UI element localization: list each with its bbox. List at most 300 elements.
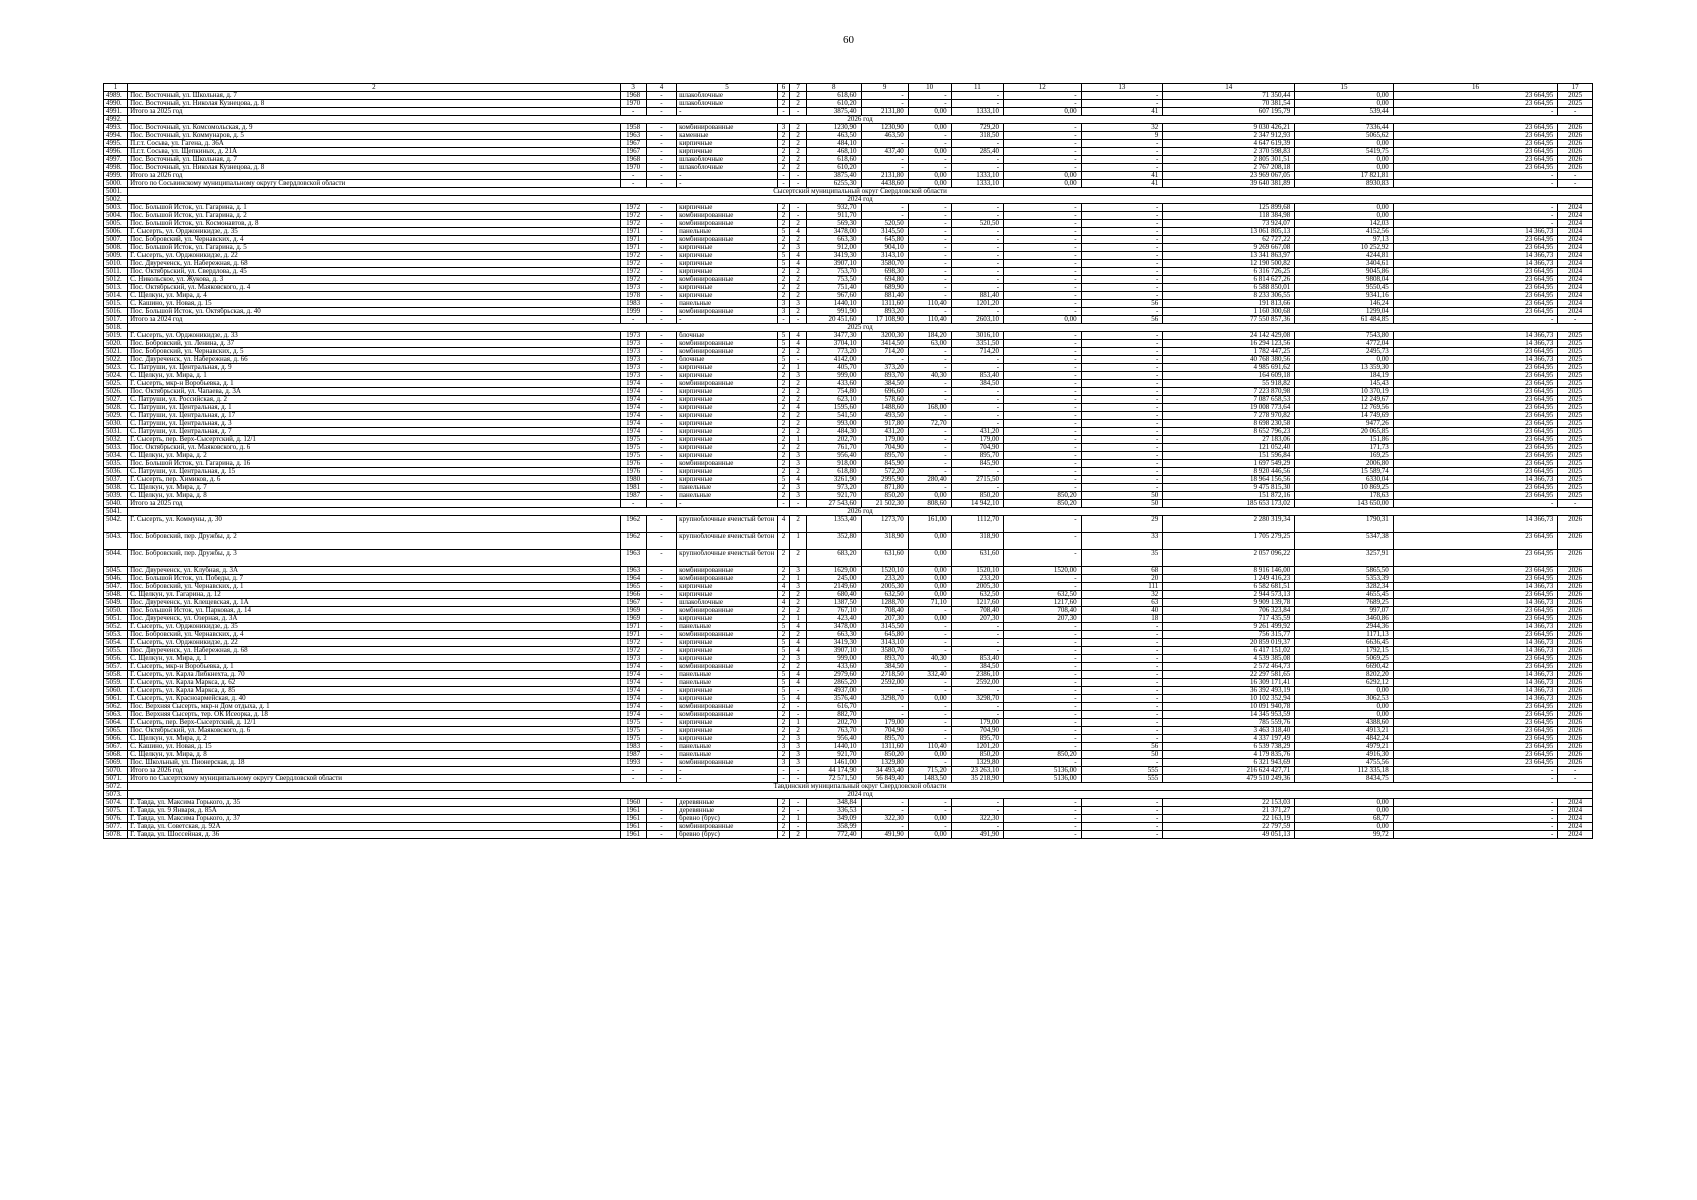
table-cell: 8930,83 (1295, 180, 1393, 188)
table-cell: 3907,10 (807, 260, 861, 268)
table-cell: 2026 (1558, 575, 1593, 583)
table-cell: 9 261 499,92 (1163, 623, 1295, 631)
address-cell: Пос. Большой Исток, ул. Победы, д. 7 (128, 575, 620, 583)
address-cell: С. Патруши, ул. Центральная, д. 7 (128, 428, 620, 436)
table-cell: 2 (790, 348, 807, 356)
table-cell: - (646, 703, 676, 711)
table-cell: 1973 (620, 348, 646, 356)
table-cell: 7 087 658,53 (1163, 396, 1295, 404)
address-cell: Пос. Бобровский, пер. Дружбы, д. 2 (128, 533, 620, 550)
row-number: 5035. (104, 460, 128, 468)
table-cell: 17 821,81 (1295, 172, 1393, 180)
table-cell: 1 782 447,25 (1163, 348, 1295, 356)
table-row (104, 703, 1593, 711)
table-cell: - (646, 156, 676, 164)
table-cell: 1969 (620, 607, 646, 615)
table-cell: 112 335,18 (1295, 767, 1393, 775)
table-cell: 618,60 (807, 92, 861, 100)
table-cell: 850,20 (951, 492, 1003, 500)
table-cell: - (1081, 727, 1163, 735)
table-cell: 3576,40 (807, 695, 861, 703)
table-cell: 77 550 857,36 (1163, 316, 1295, 324)
table-cell: 6292,12 (1295, 679, 1393, 687)
table-cell: - (1004, 300, 1082, 308)
table-cell: 71 350,44 (1163, 92, 1295, 100)
table-cell: - (646, 420, 676, 428)
table-cell: 853,40 (951, 372, 1003, 380)
table-cell: 6 316 726,25 (1163, 268, 1295, 276)
table-cell: - (951, 623, 1003, 631)
address-cell: Пос. Восточный, ул. Николая Кузнецова, д. 8 (128, 164, 620, 172)
table-cell: - (1081, 212, 1163, 220)
table-cell: панельные (677, 228, 778, 236)
table-cell: - (1081, 236, 1163, 244)
table-cell: 14 366,73 (1393, 332, 1558, 340)
address-cell: Итого за 2025 год (128, 500, 620, 508)
table-cell: 184,19 (1295, 372, 1393, 380)
table-cell: - (1004, 631, 1082, 639)
table-cell: 1972 (620, 212, 646, 220)
table-cell: 7336,44 (1295, 124, 1393, 132)
table-cell: 245,00 (807, 575, 861, 583)
row-number: 5041. (104, 508, 128, 516)
table-cell: 4438,60 (861, 180, 908, 188)
table-cell: 2 (790, 164, 807, 172)
table-cell: 358,99 (807, 823, 861, 831)
table-cell: 631,60 (861, 550, 908, 567)
table-cell: 1963 (620, 567, 646, 575)
table-cell: 405,70 (807, 364, 861, 372)
table-cell: - (1081, 388, 1163, 396)
table-cell: 2024 (1558, 308, 1593, 316)
table-cell: - (1004, 100, 1082, 108)
table-cell: 1975 (620, 452, 646, 460)
table-cell: - (1004, 148, 1082, 156)
table-cell: 2 (777, 404, 790, 412)
table-cell: 71,10 (908, 599, 951, 607)
table-cell: 1967 (620, 599, 646, 607)
table-cell: 4 (790, 252, 807, 260)
table-cell: - (951, 268, 1003, 276)
table-cell: - (908, 484, 951, 492)
table-cell: - (951, 252, 1003, 260)
table-cell: комбинированные (677, 236, 778, 244)
table-row (104, 364, 1593, 372)
table-cell: 850,20 (861, 751, 908, 759)
table-cell: 63,00 (908, 340, 951, 348)
table-cell: 433,60 (807, 380, 861, 388)
table-row (104, 743, 1593, 751)
table-cell: 0,00 (908, 124, 951, 132)
table-cell: 14 366,73 (1393, 340, 1558, 348)
table-row (104, 476, 1593, 484)
table-cell: 698,30 (861, 268, 908, 276)
table-cell: 3 (790, 372, 807, 380)
table-cell: 1201,20 (951, 743, 1003, 751)
table-cell: 1329,80 (861, 759, 908, 767)
row-number: 5044. (104, 550, 128, 567)
table-cell: 893,20 (861, 308, 908, 316)
table-cell: - (646, 591, 676, 599)
table-cell: 3404,61 (1295, 260, 1393, 268)
table-cell: 2 280 319,34 (1163, 516, 1295, 533)
table-cell: 2 (777, 751, 790, 759)
table-cell: 645,80 (861, 631, 908, 639)
table-cell: - (951, 799, 1003, 807)
row-number: 5047. (104, 583, 128, 591)
table-cell: 7 223 870,98 (1163, 388, 1295, 396)
table-cell: 1112,70 (951, 516, 1003, 533)
table-cell: - (1004, 695, 1082, 703)
section-label: Сысертский муниципальный округ Свердловской области (128, 188, 1593, 196)
table-cell: 23 664,95 (1393, 550, 1558, 567)
table-cell: 683,20 (807, 550, 861, 567)
table-cell: - (908, 412, 951, 420)
table-cell: 2386,10 (951, 671, 1003, 679)
address-cell: С. Щелкун, ул. Мира, д. 4 (128, 292, 620, 300)
table-cell: 2024 (1558, 244, 1593, 252)
table-cell: - (951, 711, 1003, 719)
table-cell: 151 872,16 (1163, 492, 1295, 500)
table-cell: - (908, 164, 951, 172)
table-cell: кирпичные (677, 292, 778, 300)
table-cell: 14 749,69 (1295, 412, 1393, 420)
table-cell: 2 (790, 468, 807, 476)
table-row (104, 799, 1593, 807)
table-cell: - (1558, 172, 1593, 180)
table-cell: 146,24 (1295, 300, 1393, 308)
table-cell: 2026 (1558, 164, 1593, 172)
section-label: 2024 год (128, 196, 1593, 204)
table-cell: 3 (777, 300, 790, 308)
table-cell: 1 249 416,23 (1163, 575, 1295, 583)
table-cell: - (861, 356, 908, 364)
table-cell: 1 (790, 436, 807, 444)
table-cell: - (1004, 364, 1082, 372)
table-cell: - (1004, 679, 1082, 687)
table-cell: - (790, 807, 807, 815)
table-cell: - (1004, 575, 1082, 583)
table-cell: 4755,56 (1295, 759, 1393, 767)
table-cell: 2 (790, 516, 807, 533)
table-cell: - (646, 124, 676, 132)
table-cell: 904,10 (861, 244, 908, 252)
table-cell: 2 (777, 711, 790, 719)
table-cell: 2026 (1558, 631, 1593, 639)
row-number: 5040. (104, 500, 128, 508)
table-cell: 2024 (1558, 228, 1593, 236)
table-cell: панельные (677, 300, 778, 308)
row-number: 5032. (104, 436, 128, 444)
table-cell: 2026 (1558, 687, 1593, 695)
table-cell: 895,70 (951, 452, 1003, 460)
table-cell: 663,30 (807, 236, 861, 244)
table-cell: - (1004, 807, 1082, 815)
table-row (104, 100, 1593, 108)
table-cell: 714,20 (951, 348, 1003, 356)
row-number: 5031. (104, 428, 128, 436)
table-cell: 0,00 (1295, 823, 1393, 831)
table-cell: 0,00 (1295, 92, 1393, 100)
table-cell: - (646, 92, 676, 100)
table-row (104, 444, 1593, 452)
table-cell: комбинированные (677, 220, 778, 228)
table-cell: 23 664,95 (1393, 132, 1558, 140)
table-cell: 207,30 (1004, 615, 1082, 623)
table-cell: кирпичные (677, 719, 778, 727)
table-cell: - (1004, 743, 1082, 751)
table-cell: 1520,10 (861, 567, 908, 575)
table-cell: 384,50 (861, 663, 908, 671)
table-cell: кирпичные (677, 436, 778, 444)
table-cell: 2131,80 (861, 108, 908, 116)
table-row (104, 356, 1593, 364)
table-cell: 23 664,95 (1393, 284, 1558, 292)
table-cell: 610,20 (807, 100, 861, 108)
table-cell: бревно (брус) (677, 815, 778, 823)
table-cell: - (1081, 252, 1163, 260)
table-cell: 3 (790, 751, 807, 759)
table-cell: 23 664,95 (1393, 300, 1558, 308)
table-cell: - (1393, 180, 1558, 188)
address-cell: Г. Сысерть, ул. Орджоникидзе, д. 22 (128, 639, 620, 647)
table-cell: - (908, 396, 951, 404)
table-cell: - (790, 180, 807, 188)
table-cell: 623,10 (807, 396, 861, 404)
table-cell: кирпичные (677, 428, 778, 436)
table-cell: 23 664,95 (1393, 372, 1558, 380)
table-cell: - (1081, 831, 1163, 839)
table-cell: - (1004, 164, 1082, 172)
table-cell: - (908, 356, 951, 364)
table-cell: кирпичные (677, 655, 778, 663)
table-cell: 10 102 352,94 (1163, 695, 1295, 703)
table-cell: 1971 (620, 631, 646, 639)
address-cell: Пос. Октябрьский, ул. Чапаева, д. 3А (128, 388, 620, 396)
table-cell: 2 (777, 132, 790, 140)
table-cell: 663,30 (807, 631, 861, 639)
table-cell: 3 (790, 759, 807, 767)
table-cell: 520,50 (861, 220, 908, 228)
table-cell: - (620, 108, 646, 116)
table-cell: 704,90 (951, 727, 1003, 735)
table-cell: 17 108,90 (861, 316, 908, 324)
table-cell: кирпичные (677, 476, 778, 484)
table-cell: - (908, 452, 951, 460)
table-cell: 384,50 (861, 380, 908, 388)
table-cell: 4937,00 (807, 687, 861, 695)
table-cell: - (790, 703, 807, 711)
table-cell: - (908, 156, 951, 164)
table-cell: 4 647 619,39 (1163, 140, 1295, 148)
table-cell: - (861, 823, 908, 831)
table-cell: - (646, 212, 676, 220)
table-cell: 1973 (620, 364, 646, 372)
table-row (104, 436, 1593, 444)
section-label: 2024 год (128, 791, 1593, 799)
table-cell: 2026 (1558, 550, 1593, 567)
table-cell: 2024 (1558, 220, 1593, 228)
table-cell: 56 (1081, 300, 1163, 308)
table-cell: 1974 (620, 671, 646, 679)
table-cell: кирпичные (677, 583, 778, 591)
table-cell: 179,00 (951, 436, 1003, 444)
table-cell: 1311,60 (861, 743, 908, 751)
table-cell: 2 (777, 364, 790, 372)
table-cell: 2026 (1558, 679, 1593, 687)
table-cell: 5347,38 (1295, 533, 1393, 550)
table-cell: 2026 (1558, 132, 1593, 140)
table-cell: 541,50 (807, 412, 861, 420)
table-cell: - (1081, 204, 1163, 212)
table-cell: - (861, 799, 908, 807)
table-cell: 6330,04 (1295, 476, 1393, 484)
row-number: 4996. (104, 148, 128, 156)
table-cell: 1974 (620, 412, 646, 420)
table-cell: 5 (777, 252, 790, 260)
table-cell: кирпичные (677, 420, 778, 428)
table-cell: кирпичные (677, 396, 778, 404)
table-cell: 1973 (620, 332, 646, 340)
table-cell: 1974 (620, 404, 646, 412)
table-cell: 318,90 (951, 533, 1003, 550)
table-cell: 2005,30 (861, 583, 908, 591)
table-cell: 2 (777, 484, 790, 492)
row-number: 4999. (104, 172, 128, 180)
table-cell: 50 (1081, 500, 1163, 508)
table-cell: - (1081, 719, 1163, 727)
row-number: 5006. (104, 228, 128, 236)
table-cell: 1792,15 (1295, 647, 1393, 655)
table-cell: - (646, 348, 676, 356)
table-cell: 578,60 (861, 396, 908, 404)
address-cell: Пос. Большой Исток, ул. Гагарина, д. 2 (128, 212, 620, 220)
table-cell: - (1393, 815, 1558, 823)
table-cell: 5 (777, 228, 790, 236)
table-cell: - (1004, 212, 1082, 220)
table-row (104, 180, 1593, 188)
table-cell: 2 (777, 567, 790, 575)
table-cell: 1958 (620, 124, 646, 132)
table-cell: - (1081, 476, 1163, 484)
table-cell: 24 142 429,08 (1163, 332, 1295, 340)
table-cell: 161,00 (908, 516, 951, 533)
table-row (104, 815, 1593, 823)
section-row (104, 116, 1593, 124)
table-cell: 20 065,85 (1295, 428, 1393, 436)
table-cell: комбинированные (677, 663, 778, 671)
table-cell: - (790, 767, 807, 775)
table-row (104, 831, 1593, 839)
address-cell: С. Щелкун, ул. Гагарина, д. 12 (128, 591, 620, 599)
table-cell: 2026 (1558, 735, 1593, 743)
address-cell: Итого по Сосьвинскому муниципальному округу Свердловской области (128, 180, 620, 188)
row-number: 5011. (104, 268, 128, 276)
table-cell: 2865,20 (807, 679, 861, 687)
table-cell: 1333,10 (951, 172, 1003, 180)
table-cell: 0,00 (1295, 100, 1393, 108)
table-cell: комбинированные (677, 631, 778, 639)
table-cell: 1974 (620, 679, 646, 687)
table-cell: - (951, 284, 1003, 292)
table-cell: панельные (677, 751, 778, 759)
table-cell: 2715,50 (951, 476, 1003, 484)
table-cell: - (1004, 533, 1082, 550)
register-body (104, 84, 1593, 839)
table-cell: 850,20 (1004, 751, 1082, 759)
table-cell: - (951, 276, 1003, 284)
table-cell: 2 (790, 92, 807, 100)
table-row (104, 492, 1593, 500)
table-cell: - (1558, 500, 1593, 508)
row-number: 5042. (104, 516, 128, 533)
table-cell: - (646, 412, 676, 420)
table-cell: 2025 (1558, 372, 1593, 380)
section-row (104, 324, 1593, 332)
table-cell: 9 475 815,30 (1163, 484, 1295, 492)
table-cell: 1972 (620, 268, 646, 276)
table-cell: 2 (777, 607, 790, 615)
table-row (104, 607, 1593, 615)
table-cell: крупноблочные ячеистый бетон (677, 516, 778, 533)
table-cell: 2024 (1558, 276, 1593, 284)
table-cell: 1 697 549,29 (1163, 460, 1295, 468)
table-cell: 9045,86 (1295, 268, 1393, 276)
table-cell: - (646, 735, 676, 743)
address-cell: Пос. Двуреченск, ул. Клубная, д. 3А (128, 567, 620, 575)
table-cell: - (908, 212, 951, 220)
table-cell: - (646, 623, 676, 631)
row-number: 5070. (104, 767, 128, 775)
table-cell: 8434,75 (1295, 775, 1393, 783)
address-cell: Итого за 2025 год (128, 108, 620, 116)
table-cell: - (1004, 452, 1082, 460)
table-cell: - (1004, 647, 1082, 655)
table-cell: 142,03 (1295, 220, 1393, 228)
table-cell: - (646, 831, 676, 839)
table-cell: 2 (777, 140, 790, 148)
table-cell: 2026 (1558, 591, 1593, 599)
table-cell: - (908, 348, 951, 356)
table-cell: - (646, 476, 676, 484)
table-cell: 704,90 (861, 727, 908, 735)
table-cell: комбинированные (677, 380, 778, 388)
table-cell: 32 (1081, 591, 1163, 599)
table-cell: 4 (790, 647, 807, 655)
table-cell: 645,80 (861, 236, 908, 244)
table-cell: - (908, 100, 951, 108)
table-cell: 4 (790, 695, 807, 703)
table-cell: - (1004, 687, 1082, 695)
table-cell: - (951, 364, 1003, 372)
table-cell: - (646, 244, 676, 252)
table-cell: 168,00 (908, 404, 951, 412)
table-cell: 63 (1081, 599, 1163, 607)
table-cell: 5136,00 (1004, 775, 1082, 783)
table-cell: кирпичные (677, 452, 778, 460)
table-cell: 5 (777, 356, 790, 364)
table-cell: 179,00 (861, 436, 908, 444)
table-cell: 2026 (1558, 639, 1593, 647)
table-cell: 3143,10 (861, 252, 908, 260)
table-cell: - (646, 268, 676, 276)
row-number: 5036. (104, 468, 128, 476)
table-row (104, 204, 1593, 212)
table-cell: 3 (777, 759, 790, 767)
column-number: 1 (104, 84, 128, 92)
table-cell: - (1081, 799, 1163, 807)
table-cell: 23 664,95 (1393, 244, 1558, 252)
